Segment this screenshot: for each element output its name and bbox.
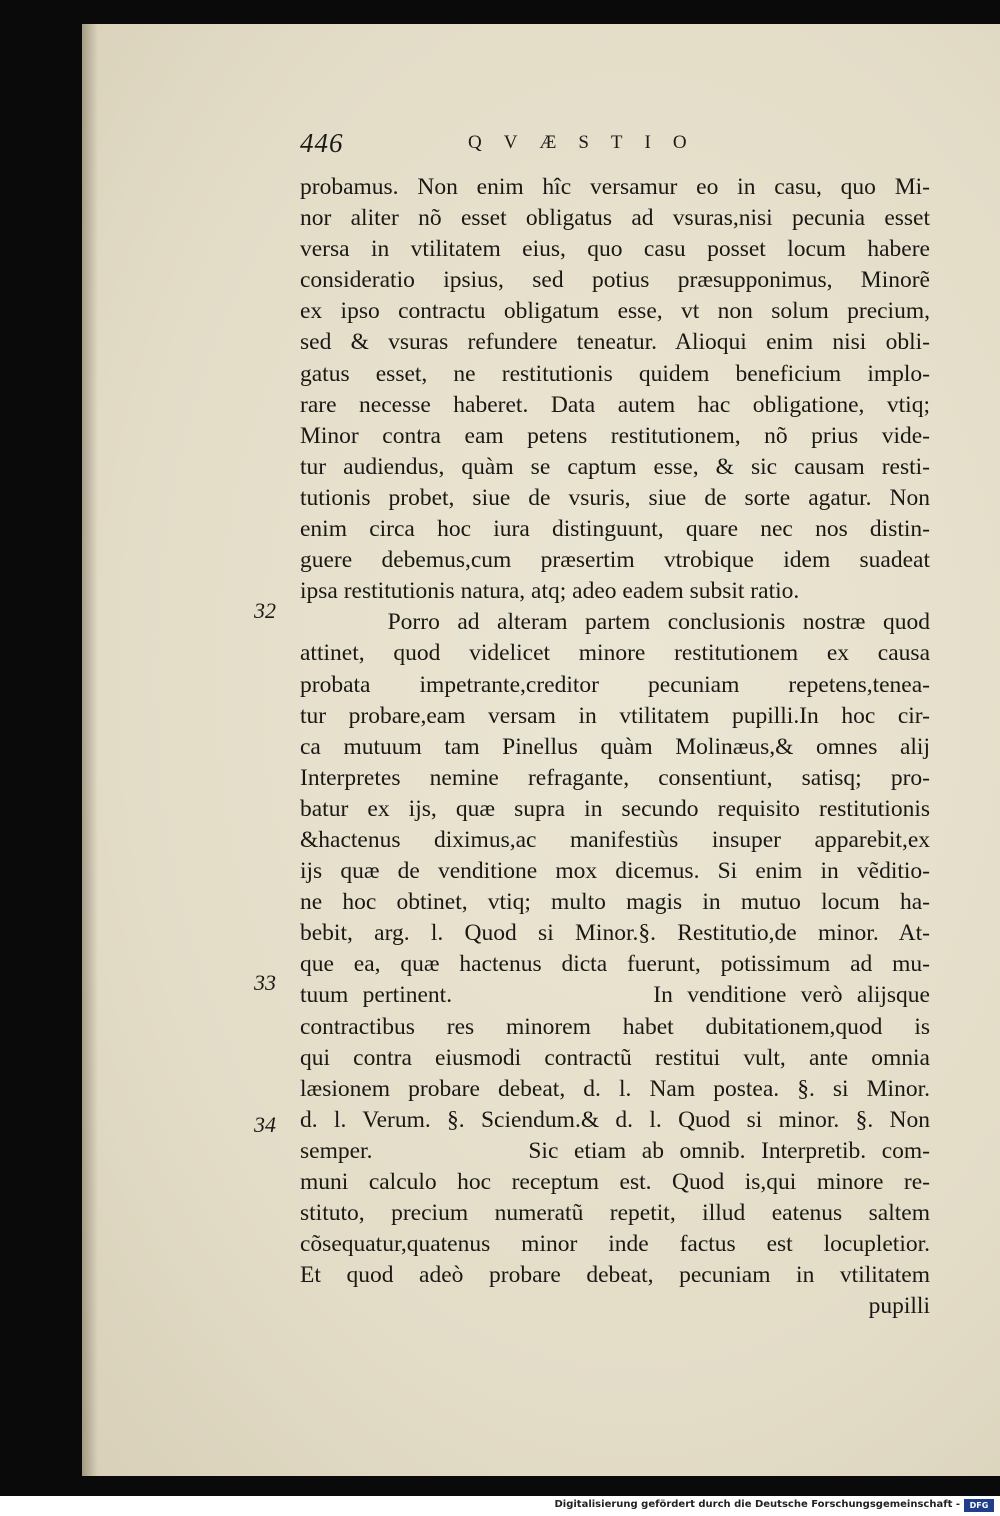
text-line: &hactenus diximus,ac manifestiùs insuper apparebit,ex xyxy=(300,826,930,853)
footer-bar xyxy=(0,1496,1000,1516)
text-line: ijs quæ de venditione mox dicemus. Si enim in vẽditio- xyxy=(300,858,930,885)
text-line: muni calculo hoc receptum est. Quod is,qui minore re- xyxy=(300,1169,930,1195)
text-line: stituto, precium numeratũ repetit, illud eatenus saltem xyxy=(300,1200,930,1227)
text-line: sed & vsuras refundere teneatur. Alioqui enim nisi obli- xyxy=(300,329,930,356)
text-line: tutionis probet, siue de vsuris, siue de sorte agatur. Non xyxy=(300,484,930,511)
page-gutter-shadow xyxy=(82,24,98,1476)
text-line: d. l. Verum. §. Sciendum.& d. l. Quod si minor. §. Non xyxy=(300,1106,930,1133)
text-line: rare necesse haberet. Data autem hac obligatione, vtiq; xyxy=(300,391,930,418)
text-line: bebit, arg. l. Quod si Minor.§. Restitutio,de minor. At- xyxy=(300,920,930,947)
text-line: ipsa restitutionis natura, atq; adeo eadem subsit ratio. xyxy=(300,578,800,605)
text-line: Minor contra eam petens restitutionem, nõ prius vide- xyxy=(300,422,930,449)
running-head xyxy=(300,128,770,164)
text-line: que ea, quæ hactenus dicta fuerunt, potissimum ad mu- xyxy=(300,951,930,978)
margin-number-33: 33 xyxy=(254,970,276,995)
text-line: ne hoc obtinet, vtiq; multo magis in mutuo locum ha- xyxy=(300,889,930,916)
text-line: tuum pertinent. In venditione verò alijsque xyxy=(300,982,930,1009)
text-line: læsionem probare debeat, d. l. Nam postea. §. si Minor. xyxy=(300,1075,930,1102)
text-line: nor aliter nõ esset obligatus ad vsuras,nisi pecunia esset xyxy=(300,205,930,232)
margin-number-32: 32 xyxy=(254,598,276,623)
text-line: qui contra eiusmodi contractũ restitui vult, ante omnia xyxy=(300,1044,930,1071)
text-line: versa in vtilitatem eius, quo casu posset locum habere xyxy=(300,236,930,263)
page-number: 446 xyxy=(300,128,344,158)
text-line: batur ex ijs, quæ supra in secundo requisito restitutionis xyxy=(300,795,930,822)
text-line: gatus esset, ne restitutionis quidem beneficium implo- xyxy=(300,360,930,387)
text-line: consideratio ipsius, sed potius præsupponimus, Minorẽ xyxy=(300,267,930,294)
text-line: pupilli xyxy=(868,1293,930,1320)
running-head-title: QVÆSTIO xyxy=(468,132,709,153)
text-line: ca mutuum tam Pinellus quàm Molinæus,& omnes alij xyxy=(300,733,930,760)
text-line: guere debemus,cum præsertim vtrobique idem suadeat xyxy=(300,547,930,574)
text-line: tur probare,eam versam in vtilitatem pupilli.In hoc cir- xyxy=(300,702,930,729)
text-line: attinet, quod videlicet minore restitutionem ex causa xyxy=(300,640,930,667)
text-line: enim circa hoc iura distinguunt, quare nec nos distin- xyxy=(300,516,930,543)
text-line: Interpretes nemine refragante, consentiunt, satisq; pro- xyxy=(300,764,930,791)
text-line: Et quod adeò probare debeat, pecuniam in vtilitatem xyxy=(300,1262,930,1289)
text-line: tur audiendus, quàm se captum esse, & sic causam resti- xyxy=(300,453,930,480)
text-line: ex ipso contractu obligatum esse, vt non solum precium, xyxy=(300,298,930,325)
text-line: cõsequatur,quatenus minor inde factus est locupletior. xyxy=(300,1231,930,1258)
dfg-logo: DFG xyxy=(964,1499,994,1512)
footer-credit: Digitalisierung gefördert durch die Deutsche Forschungsgemeinschaft - xyxy=(554,1499,960,1510)
margin-number-34: 34 xyxy=(254,1112,276,1137)
text-line: Porro ad alteram partem conclusionis nostræ quod xyxy=(300,609,930,636)
text-line: semper. Sic etiam ab omnib. Interpretib. com- xyxy=(300,1137,930,1164)
body-text xyxy=(300,172,930,1322)
text-line: probamus. Non enim hîc versamur eo in casu, quo Mi- xyxy=(300,174,930,200)
text-line: contractibus res minorem habet dubitationem,quod is xyxy=(300,1013,930,1040)
text-line: probata impetrante,creditor pecuniam repetens,tenea- xyxy=(300,671,930,698)
